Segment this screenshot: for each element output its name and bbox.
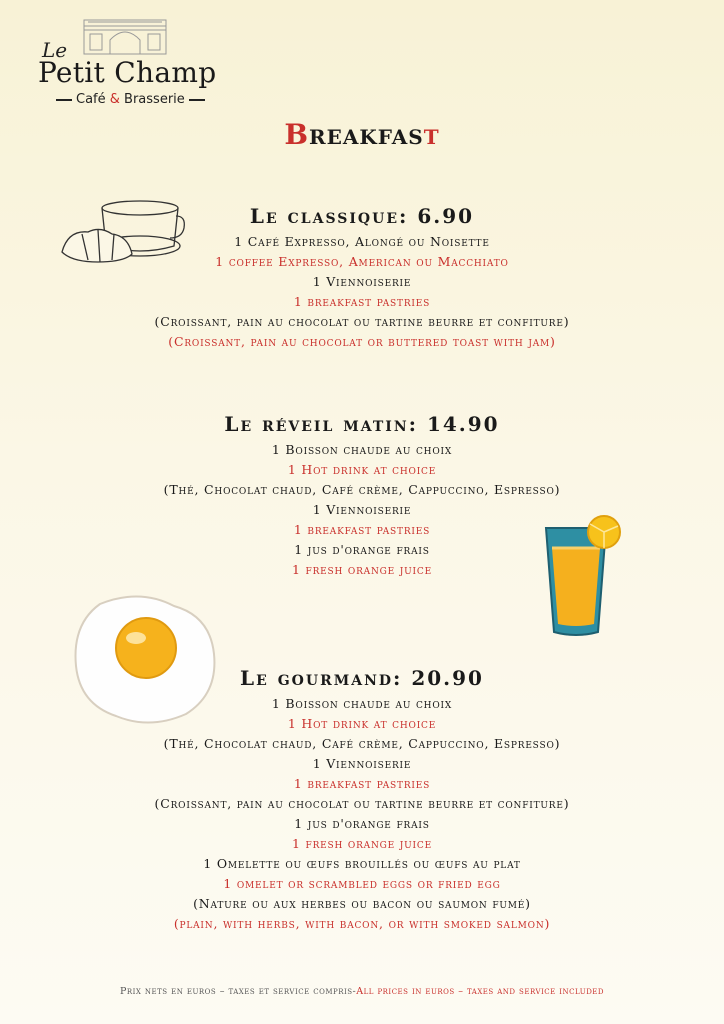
menu-line-english: 1 Hot drink at choice [287,462,437,477]
logo [38,16,220,111]
logo-sub-right: Brasserie [124,92,185,107]
logo-sub-left: Café [76,92,106,107]
menu-line: (Thé, Chocolat chaud, Café crème, Cappuccino, Espresso) [163,736,561,751]
menu-line: 1 Viennoiserie [312,756,412,771]
title-last-letter: t [423,118,440,151]
menu-line-english: (Croissant, pain au chocolat or buttered toast with jam) [168,334,556,349]
menu-line-english: (plain, with herbs, with bacon, or with smoked salmon) [173,916,551,931]
section-title: Le gourmand: 20.90 [240,666,484,690]
menu-line: (Croissant, pain au chocolat ou tartine beurre et confiture) [154,314,570,329]
footer-french: Prix nets en euros – taxes et service compris- [119,986,357,997]
menu-line: 1 Café Expresso, Alongé ou Noisette [234,234,490,249]
logo-le: Le [42,38,68,62]
menu-line-english: 1 breakfast pastries [293,522,431,537]
section-title: Le réveil matin: 14.90 [224,412,500,436]
menu-line: (Thé, Chocolat chaud, Café crème, Cappuccino, Espresso) [163,482,561,497]
menu-line: 1 Boisson chaude au choix [271,696,453,711]
menu-line-english: 1 Hot drink at choice [287,716,437,731]
page-title [0,118,724,151]
menu-line-english: 1 fresh orange juice [292,836,432,851]
menu-line: (Croissant, pain au chocolat ou tartine beurre et confiture) [154,796,570,811]
menu-line: 1 Viennoiserie [312,274,412,289]
menu-line-english: 1 coffee Expresso, American ou Macchiato [215,254,509,269]
footer-english: All prices in euros – taxes and service included [356,986,605,997]
orange-juice-icon [540,514,624,638]
menu-line: 1 jus d'orange frais [294,816,430,831]
menu-line-english: 1 omelet or scrambled eggs or fried egg [223,876,501,891]
menu-line: 1 jus d'orange frais [294,542,430,557]
menu-line-english: 1 breakfast pastries [293,776,431,791]
section-title: Le classique: 6.90 [249,204,475,228]
logo-subtitle [52,92,209,107]
menu-section-classique [0,204,724,352]
logo-sub-amp: & [109,92,120,107]
menu-line: (Nature ou aux herbes ou bacon ou saumon fumé) [193,896,531,911]
menu-line: 1 Boisson chaude au choix [271,442,453,457]
menu-line-english: 1 fresh orange juice [292,562,432,577]
title-first-letter: B [284,118,309,151]
footer-note [0,986,724,997]
arc-de-triomphe-icon [82,16,168,56]
menu-line: 1 Viennoiserie [312,502,412,517]
menu-section-gourmand [0,666,724,934]
menu-line-english: 1 breakfast pastries [293,294,431,309]
menu-line: 1 Omelette ou œufs brouillés ou œufs au plat [203,856,521,871]
logo-name: Petit Champ [38,56,217,89]
title-middle: reakfas [309,118,424,151]
